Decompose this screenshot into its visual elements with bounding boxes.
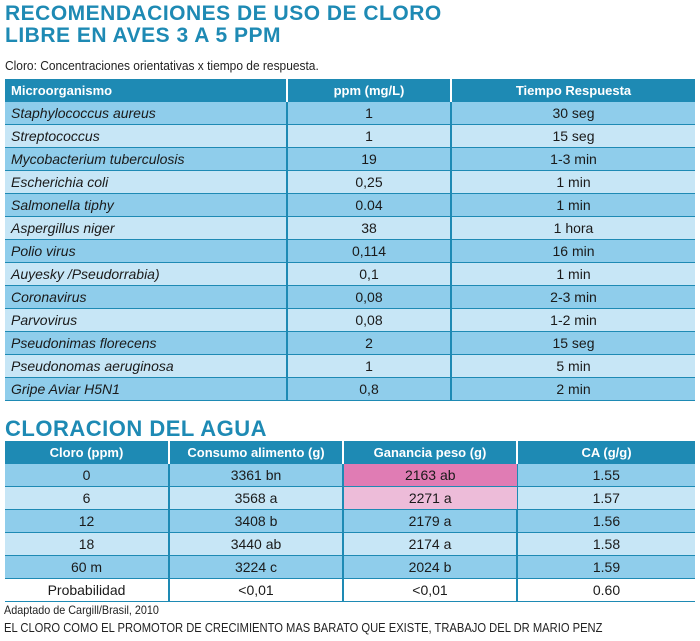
table2-header-row — [5, 441, 695, 464]
cell-ppm: 1 — [287, 102, 451, 125]
table1-header-row — [5, 79, 695, 102]
table-row — [5, 533, 695, 556]
cell-microorganismo: Auyesky /Pseudorrabia) — [5, 263, 287, 286]
title-line-2: LIBRE EN AVES 3 A 5 PPM — [5, 24, 281, 47]
cell-microorganismo: Escherichia coli — [5, 171, 287, 194]
header-cloro: Cloro (ppm) — [5, 441, 169, 464]
cell-ca: 1.55 — [517, 464, 695, 487]
cell-ca: 1.58 — [517, 533, 695, 556]
table-row — [5, 355, 695, 378]
cell-ganancia: <0,01 — [343, 579, 517, 602]
cell-ganancia: 2024 b — [343, 556, 517, 579]
cell-ganancia: 2271 a — [343, 487, 517, 510]
cell-tiempo: 2-3 min — [451, 286, 695, 309]
cell-microorganismo: Polio virus — [5, 240, 287, 263]
cell-tiempo: 15 seg — [451, 125, 695, 148]
cell-tiempo: 1 hora — [451, 217, 695, 240]
table-row — [5, 148, 695, 171]
cell-cloro: 6 — [5, 487, 169, 510]
cell-microorganismo: Coronavirus — [5, 286, 287, 309]
cell-ppm: 0.04 — [287, 194, 451, 217]
cell-ppm: 0,08 — [287, 309, 451, 332]
cell-cloro: 18 — [5, 533, 169, 556]
cell-tiempo: 16 min — [451, 240, 695, 263]
cell-cloro: 60 m — [5, 556, 169, 579]
cell-ppm: 1 — [287, 355, 451, 378]
cell-ganancia: 2174 a — [343, 533, 517, 556]
cell-consumo: 3361 bn — [169, 464, 343, 487]
cell-consumo: 3408 b — [169, 510, 343, 533]
cell-microorganismo: Pseudonomas aeruginosa — [5, 355, 287, 378]
cell-tiempo: 2 min — [451, 378, 695, 401]
table-row — [5, 378, 695, 401]
cell-ppm: 2 — [287, 332, 451, 355]
cell-cloro: 0 — [5, 464, 169, 487]
cell-tiempo: 30 seg — [451, 102, 695, 125]
table-row — [5, 171, 695, 194]
header-ca: CA (g/g) — [517, 441, 695, 464]
page-title — [5, 3, 695, 47]
table-row — [5, 332, 695, 355]
cell-microorganismo: Parvovirus — [5, 309, 287, 332]
cell-microorganismo: Staphylococcus aureus — [5, 102, 287, 125]
source-note: Adaptado de Cargill/Brasil, 2010 — [4, 603, 159, 617]
table-row — [5, 286, 695, 309]
cell-cloro: 12 — [5, 510, 169, 533]
cell-ppm: 0,114 — [287, 240, 451, 263]
cell-cloro: Probabilidad — [5, 579, 169, 602]
table-row — [5, 487, 695, 510]
cell-ganancia: 2163 ab — [343, 464, 517, 487]
cell-ganancia: 2179 a — [343, 510, 517, 533]
cell-consumo: 3224 c — [169, 556, 343, 579]
table-row — [5, 464, 695, 487]
cell-microorganismo: Pseudonimas florecens — [5, 332, 287, 355]
water-chlorination-table — [5, 441, 695, 602]
table-row — [5, 579, 695, 602]
cell-tiempo: 1-2 min — [451, 309, 695, 332]
cell-consumo: 3440 ab — [169, 533, 343, 556]
cell-tiempo: 15 seg — [451, 332, 695, 355]
footer-note: EL CLORO COMO EL PROMOTOR DE CRECIMIENTO MAS BARATO QUE EXISTE, TRABAJO DEL DR MARIO PENZ — [4, 620, 603, 635]
cell-tiempo: 1 min — [451, 171, 695, 194]
header-microorganismo: Microorganismo — [5, 79, 287, 102]
header-consumo-alimento: Consumo alimento (g) — [169, 441, 343, 464]
table-row — [5, 556, 695, 579]
cell-ppm: 0,1 — [287, 263, 451, 286]
table-row — [5, 125, 695, 148]
cell-tiempo: 1 min — [451, 263, 695, 286]
header-ganancia-peso: Ganancia peso (g) — [343, 441, 517, 464]
cell-ppm: 1 — [287, 125, 451, 148]
cell-ca: 0.60 — [517, 579, 695, 602]
cell-ppm: 19 — [287, 148, 451, 171]
chlorine-concentration-table — [5, 79, 695, 401]
cell-ca: 1.57 — [517, 487, 695, 510]
table-row — [5, 240, 695, 263]
cell-ppm: 0,25 — [287, 171, 451, 194]
header-ppm: ppm (mg/L) — [287, 79, 451, 102]
table-row — [5, 194, 695, 217]
cell-ppm: 0,08 — [287, 286, 451, 309]
cell-tiempo: 5 min — [451, 355, 695, 378]
cell-ca: 1.56 — [517, 510, 695, 533]
cell-consumo: 3568 a — [169, 487, 343, 510]
section-title-cloracion: CLORACION DEL AGUA — [5, 416, 267, 441]
cell-tiempo: 1 min — [451, 194, 695, 217]
cell-microorganismo: Aspergillus niger — [5, 217, 287, 240]
cell-tiempo: 1-3 min — [451, 148, 695, 171]
table-row — [5, 510, 695, 533]
cell-ppm: 0,8 — [287, 378, 451, 401]
cell-microorganismo: Mycobacterium tuberculosis — [5, 148, 287, 171]
title-line-1: RECOMENDACIONES DE USO DE CLORO — [5, 2, 442, 25]
table-row — [5, 217, 695, 240]
cell-consumo: <0,01 — [169, 579, 343, 602]
table-row — [5, 309, 695, 332]
table-row — [5, 263, 695, 286]
header-tiempo-respuesta: Tiempo Respuesta — [451, 79, 695, 102]
cell-microorganismo: Salmonella tiphy — [5, 194, 287, 217]
table1-caption: Cloro: Concentraciones orientativas x tiempo de respuesta. — [5, 58, 319, 73]
cell-microorganismo: Streptococcus — [5, 125, 287, 148]
table-row — [5, 102, 695, 125]
cell-ppm: 38 — [287, 217, 451, 240]
cell-ca: 1.59 — [517, 556, 695, 579]
cell-microorganismo: Gripe Aviar H5N1 — [5, 378, 287, 401]
